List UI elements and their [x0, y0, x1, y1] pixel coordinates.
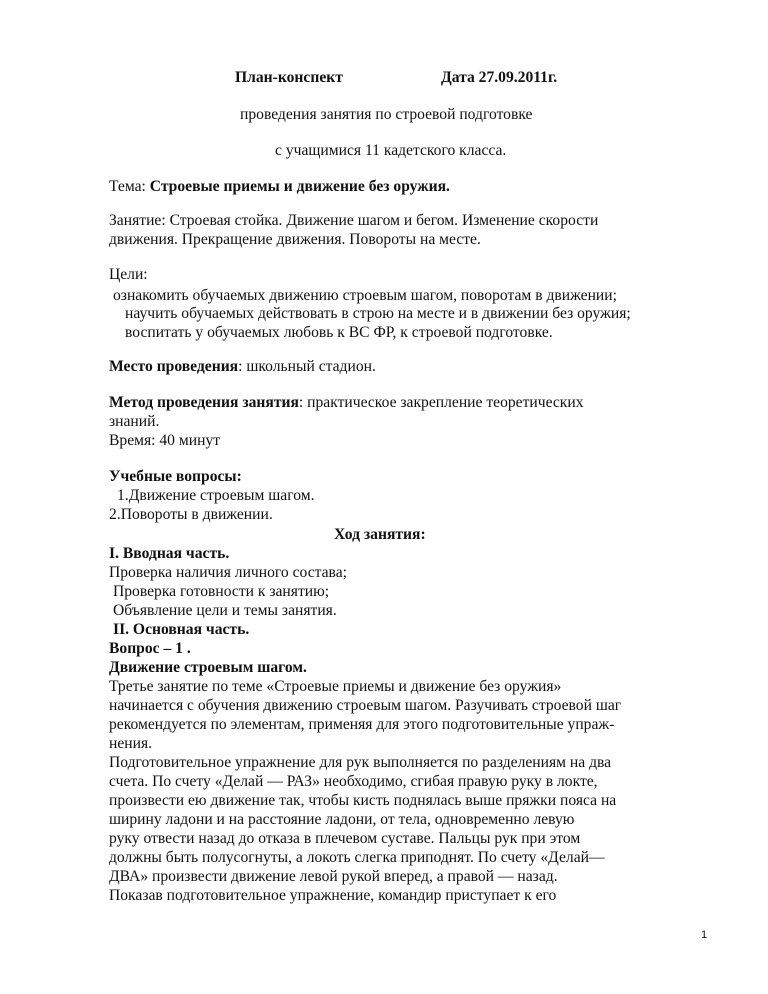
question-item: 1.Движение строевым шагом.	[117, 487, 315, 504]
lesson-line-1: Занятие: Строевая стойка. Движение шагом и бегом. Изменение скорости	[109, 212, 599, 229]
method-label: Метод проведения занятия	[109, 394, 299, 411]
body-line: начинается с обучения движению строевым шагом. Разучивать строевой шаг	[109, 697, 622, 714]
body-line: произвести ею движение так, чтобы кисть поднялась выше пряжки пояса на	[109, 792, 617, 809]
body-line: счета. По счету «Делай — РАЗ» необходимо, сгибая правую руку в локте,	[109, 773, 598, 790]
question-label: Вопрос – 1 .	[109, 640, 191, 657]
place-value: : школьный стадион.	[238, 358, 376, 375]
course-title: Ход занятия:	[334, 526, 426, 543]
place-line	[109, 357, 376, 377]
subtitle-line-2: с учащимися 11 кадетского класса.	[275, 142, 507, 159]
time-line: Время: 40 минут	[109, 432, 221, 449]
body-line: ДВА» произвести движение левой рукой вперед, а правой — назад.	[109, 868, 558, 885]
main-title: II. Основная часть.	[113, 621, 250, 638]
intro-item: Проверка наличия личного состава;	[109, 564, 347, 581]
body-line: рекомендуется по элементам, применяя для этого подготовительные упраж-	[109, 716, 615, 733]
body-line: Подготовительное упражнение для рук выполняется по разделениям на два	[109, 754, 612, 771]
body-line: Показав подготовительное упражнение, командир приступает к его	[109, 887, 557, 904]
place-label: Место проведения	[109, 358, 239, 375]
goal-item: научить обучаемых действовать в строю на месте и в движении без оружия;	[125, 305, 631, 322]
page-number: 1	[701, 929, 708, 941]
plan-title: План-конспект	[235, 69, 343, 86]
question-title: Движение строевым шагом.	[109, 659, 307, 676]
intro-item: Объявление цели и темы занятия.	[113, 602, 337, 619]
topic-line	[109, 177, 450, 197]
method-line-2: знаний.	[109, 413, 160, 430]
questions-label: Учебные вопросы:	[109, 468, 242, 485]
date-label: Дата 27.09.2011г.	[441, 69, 558, 86]
lesson-line-2: движения. Прекращение движения. Повороты на месте.	[109, 231, 481, 248]
question-item: 2.Повороты в движении.	[109, 506, 273, 523]
method-line-1	[109, 393, 584, 413]
body-line: нения.	[109, 735, 153, 752]
subtitle-line-1: проведения занятия по строевой подготовке	[240, 106, 533, 123]
topic-value: Строевые приемы и движение без оружия.	[149, 178, 450, 195]
intro-item: Проверка готовности к занятию;	[113, 583, 330, 600]
method-value: : практическое закрепление теоретических	[298, 394, 584, 411]
goal-item: ознакомить обучаемых движению строевым шагом, поворотам в движении;	[113, 287, 617, 304]
goals-label: Цели:	[109, 266, 148, 283]
goal-item: воспитать у обучаемых любовь к ВС ФР, к строевой подготовке.	[125, 324, 553, 341]
body-line: Третье занятие по теме «Строевые приемы и движение без оружия»	[109, 678, 562, 695]
body-line: руку отвести назад до отказа в плечевом суставе. Пальцы рук при этом	[109, 830, 581, 847]
topic-label: Тема:	[109, 178, 150, 195]
body-line: должны быть полусогнуты, а локоть слегка приподнят. По счету «Делай—	[109, 849, 605, 866]
body-line: ширину ладони и на расстояние ладони, от тела, одновременно левую	[109, 811, 575, 828]
intro-title: I. Вводная часть.	[109, 545, 230, 562]
